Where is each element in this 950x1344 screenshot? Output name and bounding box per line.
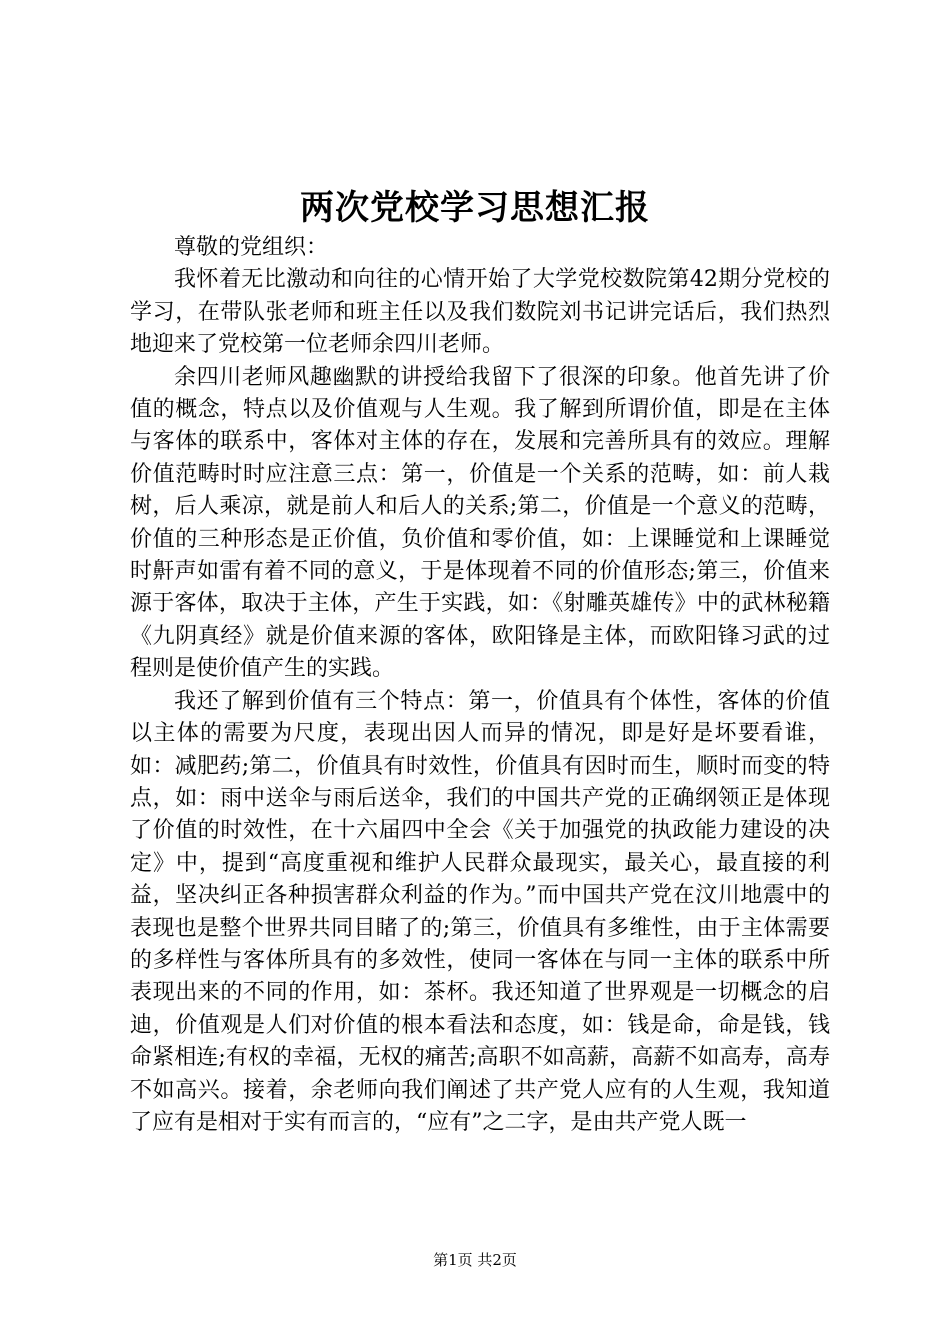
paragraph-2: 余四川老师风趣幽默的讲授给我留下了很深的印象。他首先讲了价值的概念，特点以及价值观与人生观。我了解到所谓价值，即是在主体与客体的联系中，客体对主体的存在，发展和完善所具有的效应。理解价值范畴时时应注意三点：第一，价值是一个关系的范畴，如：前人栽树，后人乘凉，就是前人和后人的关系;第二，价值是一个意义的范畴，价值的三种形态是正价值，负价值和零价值，如：上课睡觉和上课睡觉时鼾声如雷有着不同的意义，于是体现着不同的价值形态;第三，价值来源于客体，取决于主体，产生于实践，如：《射雕英雄传》中的武林秘籍《九阴真经》就是价值来源的客体，欧阳锋是主体，而欧阳锋习武的过程则是使价值产生的实践。 bbox=[130, 364, 830, 682]
document-body bbox=[130, 232, 830, 1139]
page-footer: 第1页 共2页 bbox=[433, 1251, 517, 1269]
salutation: 尊敬的党组织： bbox=[174, 235, 329, 260]
document-title: 两次党校学习思想汇报 bbox=[300, 188, 650, 228]
paragraph-1: 我怀着无比激动和向往的心情开始了大学党校数院第42期分党校的学习，在带队张老师和班主任以及我们数院刘书记讲完话后，我们热烈地迎来了党校第一位老师余四川老师。 bbox=[130, 267, 830, 358]
paragraph-3: 我还了解到价值有三个特点：第一，价值具有个体性，客体的价值以主体的需要为尺度，表现出因人而异的情况，即是好是坏要看谁，如：减肥药;第二，价值具有时效性，价值具有因时而生，顺时而变的特点，如：雨中送伞与雨后送伞，我们的中国共产党的正确纲领正是体现了价值的时效性，在十六届四中全会《关于加强党的执政能力建设的决定》中，提到“高度重视和维护人民群众最现实，最关心，最直接的利益，坚决纠正各种损害群众利益的作为。”而中国共产党在汶川地震中的表现也是整个世界共同目睹了的;第三，价值具有多维性，由于主体需要的多样性与客体所具有的多效性，使同一客体在与同一主体的联系中所表现出来的不同的作用，如：茶杯。我还知道了世界观是一切概念的启迪，价值观是人们对价值的根本看法和态度，如：钱是命，命是钱，钱命紧相连;有权的幸福，无权的痛苦;高职不如高薪，高薪不如高寿，高寿不如高兴。接着，余老师向我们阐述了共产党人应有的人生观，我知道了应有是相对于实有而言的，“应有”之二字，是由共产党人既一 bbox=[130, 688, 830, 1135]
